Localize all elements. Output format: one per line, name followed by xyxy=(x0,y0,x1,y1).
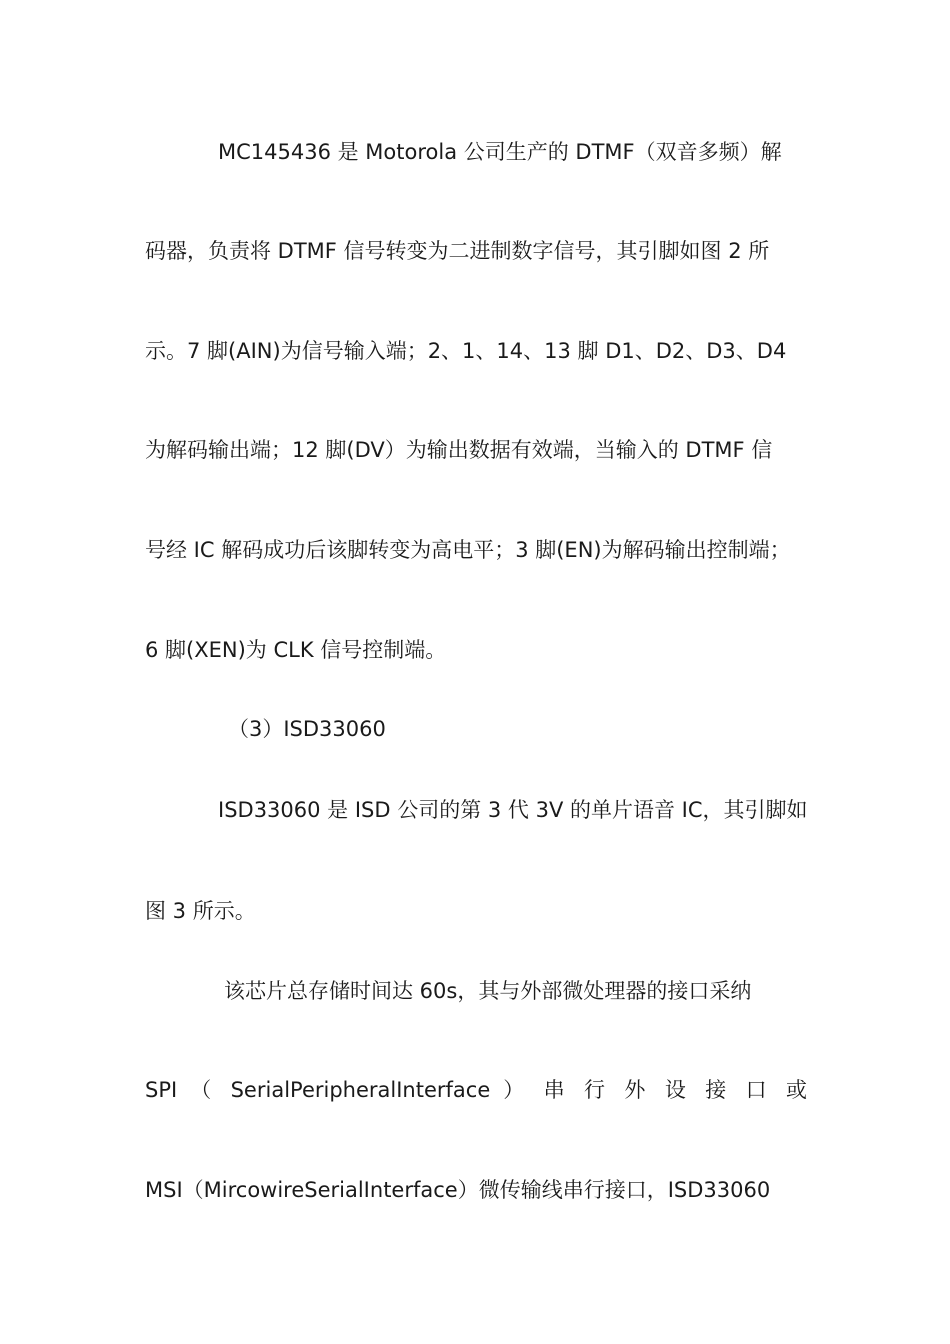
paragraph-1-line-3: 示。7 脚(AIN)为信号输入端；2、1、14、13 脚 D1、D2、D3、D4 xyxy=(145,339,787,363)
paragraph-1-line-2: 码器，负责将 DTMF 信号转变为二进制数字信号，其引脚如图 2 所 xyxy=(145,239,770,263)
paragraph-1-line-1: MC145436 是 Motorola 公司生产的 DTMF（双音多频）解 xyxy=(218,140,782,164)
paragraph-4-line-2: SPI （ SerialPeripheralInterface ） 串 行 外 设 接 口 或 xyxy=(145,1078,807,1102)
paragraph-3-line-2: 图 3 所示。 xyxy=(145,899,256,923)
paragraph-1-line-6: 6 脚(XEN)为 CLK 信号控制端。 xyxy=(145,638,447,662)
paragraph-1-line-4: 为解码输出端；12 脚(DV）为输出数据有效端，当输入的 DTMF 信 xyxy=(145,438,773,462)
section-heading: （3）ISD33060 xyxy=(228,717,386,741)
paragraph-4-line-3: MSI（MircowireSerialInterface）微传输线串行接口，ISD33060 xyxy=(145,1178,771,1202)
paragraph-4-line-1: 该芯片总存储时间达 60s，其与外部微处理器的接口采纳 xyxy=(224,979,752,1003)
paragraph-1-line-5: 号经 IC 解码成功后该脚转变为高电平；3 脚(EN)为解码输出控制端； xyxy=(145,538,791,562)
paragraph-3-line-1: ISD33060 是 ISD 公司的第 3 代 3V 的单片语音 IC，其引脚如 xyxy=(218,798,808,822)
